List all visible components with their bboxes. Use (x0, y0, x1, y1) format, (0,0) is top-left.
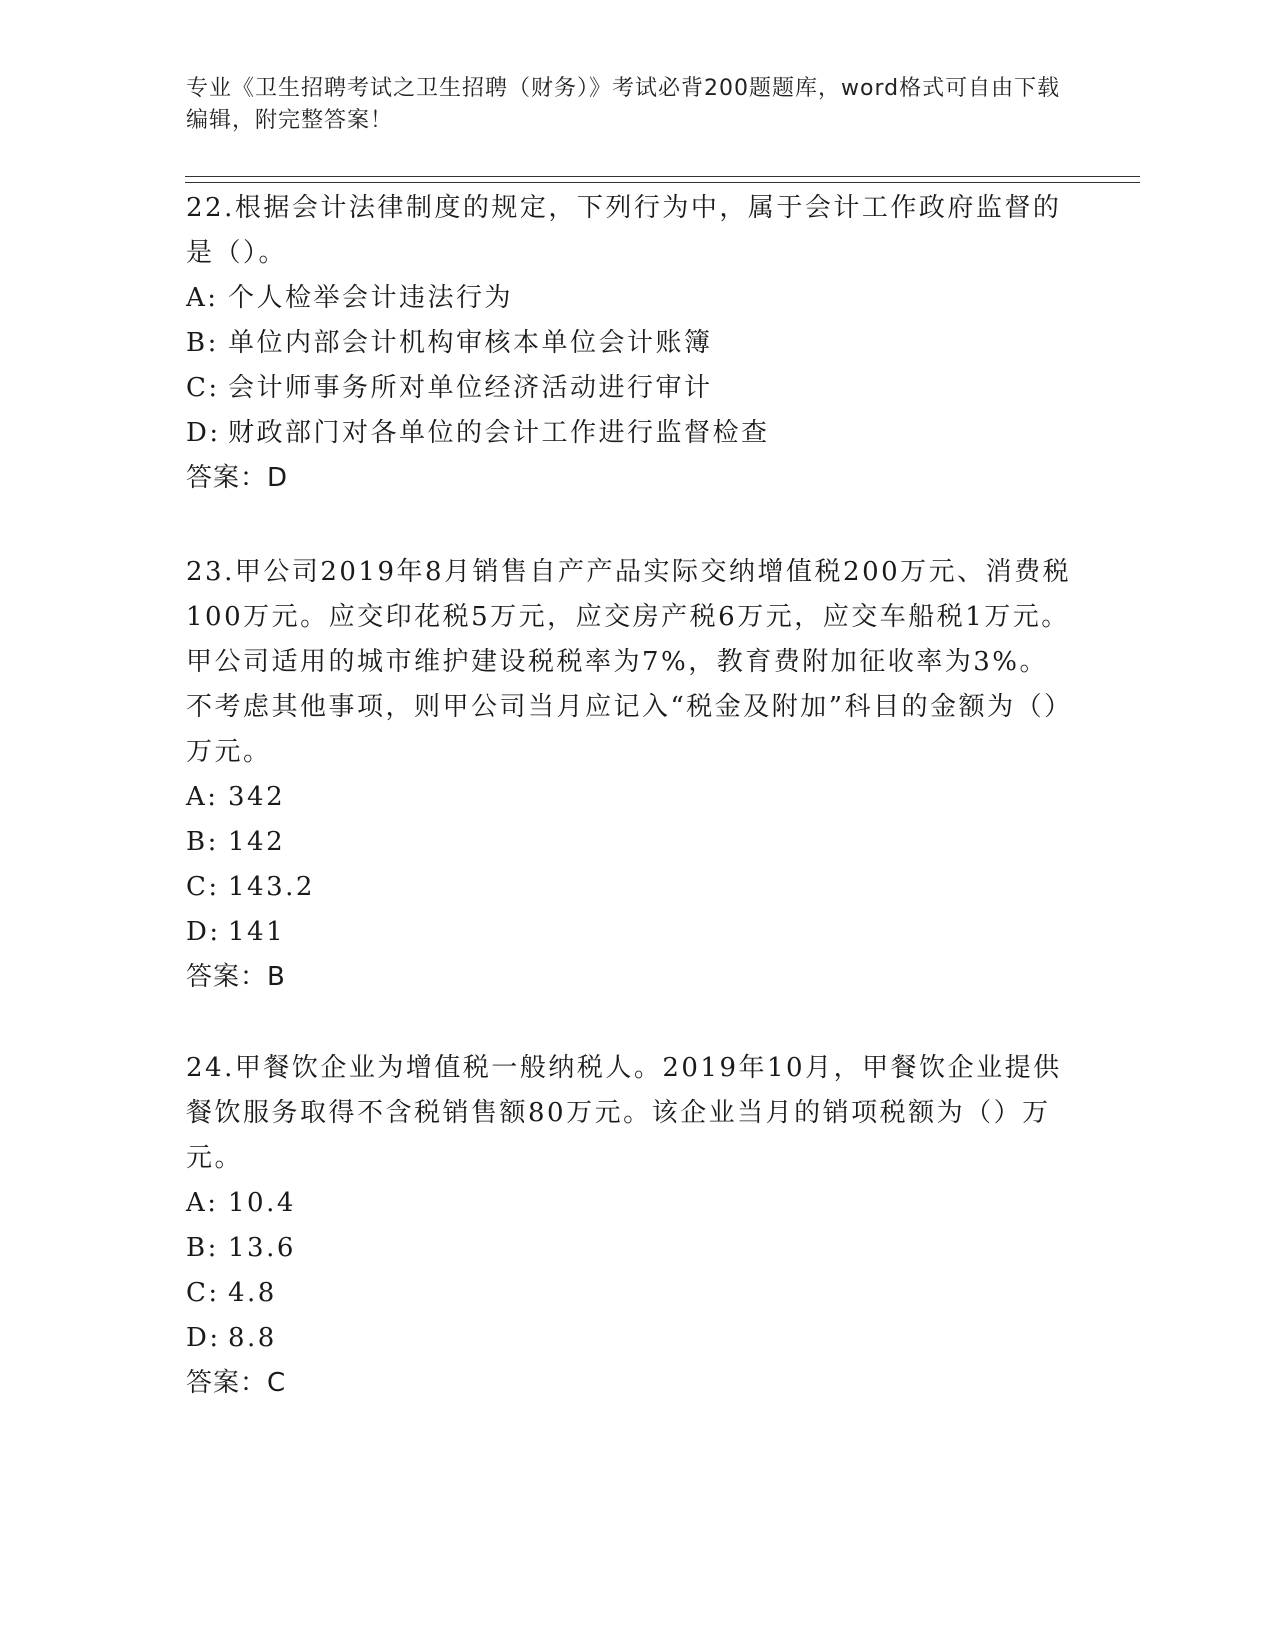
option-d (186, 1316, 1076, 1361)
answer-value: D (267, 463, 289, 493)
option-text: 财政部门对各单位的会计工作进行监督检查 (228, 418, 770, 448)
option-text: 个人检举会计违法行为 (228, 283, 514, 313)
option-text: 342 (228, 782, 286, 812)
answer-value: C (267, 1368, 287, 1398)
option-c (186, 1271, 1076, 1316)
question-23 (186, 550, 1076, 1000)
answer-line (186, 955, 1076, 1000)
option-letter: C: (186, 373, 220, 403)
option-text: 8.8 (228, 1323, 277, 1353)
option-text: 单位内部会计机构审核本单位会计账簿 (228, 328, 713, 358)
question-stem: 24.甲餐饮企业为增值税一般纳税人。2019年10月，甲餐饮企业提供餐饮服务取得不含税销售额80万元。该企业当月的销项税额为（）万元。 (186, 1053, 1062, 1173)
question-24 (186, 1046, 1076, 1406)
option-text: 4.8 (228, 1278, 277, 1308)
question-22 (186, 186, 1076, 501)
option-letter: C: (186, 1278, 220, 1308)
answer-value: B (267, 962, 286, 992)
option-a (186, 775, 1076, 820)
option-c (186, 366, 1076, 411)
option-b (186, 321, 1076, 366)
header-divider-bottom (185, 182, 1140, 183)
option-letter: B: (186, 1233, 219, 1263)
answer-label: 答案： (186, 962, 268, 992)
answer-label: 答案： (186, 463, 268, 493)
answer-line (186, 1361, 1076, 1406)
option-letter: D: (186, 418, 221, 448)
option-text: 13.6 (228, 1233, 296, 1263)
option-letter: A: (186, 1188, 219, 1218)
option-d (186, 910, 1076, 955)
option-text: 143.2 (228, 872, 315, 902)
option-d (186, 411, 1076, 456)
option-text: 141 (228, 917, 286, 947)
option-text: 会计师事务所对单位经济活动进行审计 (228, 373, 713, 403)
option-text: 10.4 (228, 1188, 296, 1218)
question-stem: 23.甲公司2019年8月销售自产产品实际交纳增值税200万元、消费税100万元。应交印花税5万元，应交房产税6万元，应交车船税1万元。甲公司适用的城市维护建设税税率为7%，教育费附加征收率为3%。不考虑其他事项，则甲公司当月应记入“税金及附加”科目的金额为（）万元。 (186, 557, 1073, 767)
header-divider-top (185, 176, 1140, 177)
option-letter: B: (186, 827, 219, 857)
option-text: 142 (228, 827, 286, 857)
answer-line (186, 456, 1076, 501)
option-b (186, 1226, 1076, 1271)
option-letter: B: (186, 328, 219, 358)
question-stem: 22.根据会计法律制度的规定，下列行为中，属于会计工作政府监督的是（）。 (186, 193, 1062, 268)
option-letter: D: (186, 1323, 221, 1353)
option-b (186, 820, 1076, 865)
header-intro-text: 专业《卫生招聘考试之卫生招聘（财务）》考试必背200题题库，word格式可自由下载编辑，附完整答案！ (186, 76, 1061, 133)
option-letter: D: (186, 917, 221, 947)
document-header (186, 73, 1066, 137)
option-a (186, 276, 1076, 321)
option-a (186, 1181, 1076, 1226)
answer-label: 答案： (186, 1368, 268, 1398)
option-letter: C: (186, 872, 220, 902)
option-letter: A: (186, 782, 219, 812)
option-c (186, 865, 1076, 910)
option-letter: A: (186, 283, 219, 313)
